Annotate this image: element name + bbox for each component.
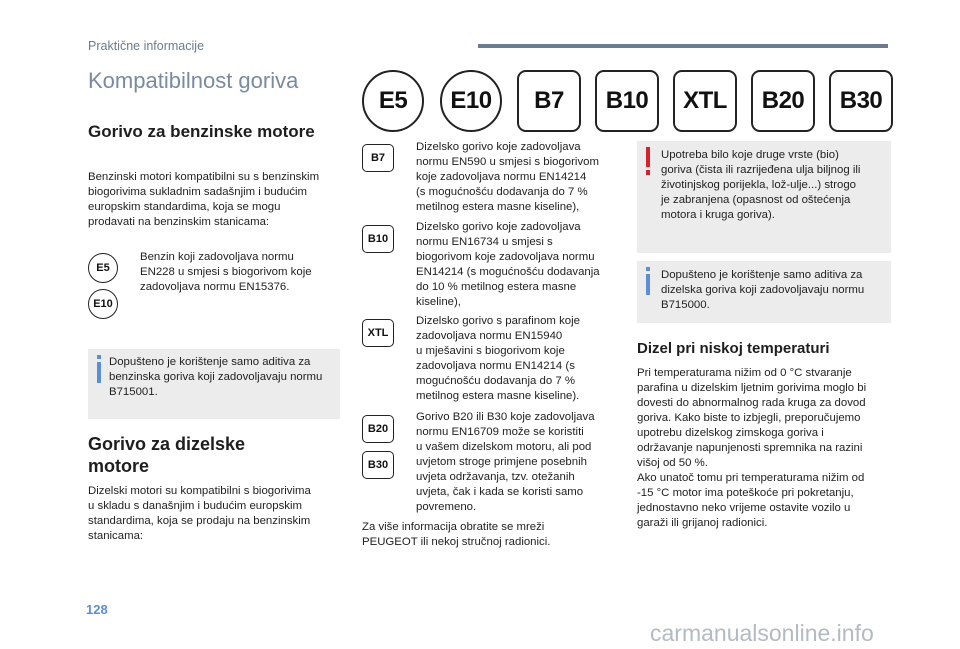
- petrol-note-box: [88, 349, 340, 419]
- diesel-badge-b10: B10: [362, 225, 394, 253]
- header-rule: [478, 44, 888, 48]
- diesel-heading-line1: Gorivo za dizelske: [88, 434, 246, 454]
- diesel-item-xtl-text: Dizelsko gorivo s parafinom koje zadovoljava normu EN15940 u mješavini s biogorivom koje zadovoljava normu EN14214 (s mogućnošću dodavanja do 7 % metilnog estera masne kiseline).: [416, 315, 580, 402]
- warning-note-box: [637, 141, 891, 253]
- page-number: 128: [86, 602, 108, 617]
- diesel-intro: Dizelski motori su kompatibilni s biogorivima u skladu s današnjim i budućim europskim standardima, koja se prodaju na benzinskim stanicama:: [88, 485, 311, 542]
- diesel-additive-note-text: Dopušteno je korištenje samo aditiva za dizelska goriva koji zadovoljavaju normu B715000.: [661, 269, 865, 311]
- info-icon: [94, 355, 104, 383]
- petrol-badge-e10: E10: [88, 289, 118, 319]
- page-title: Kompatibilnost goriva: [88, 68, 299, 93]
- diesel-heading-line2: motore: [88, 456, 150, 476]
- badge-b10: B10: [595, 70, 659, 132]
- low-temp-heading: Dizel pri niskoj temperaturi: [637, 340, 830, 357]
- diesel-item-b10-text: Dizelsko gorivo koje zadovoljava normu EN16734 u smjesi s biogorivom koje zadovoljava normu EN14214 (s mogućnošću dodavanja do 10 % metilnog estera masne kiseline),: [416, 221, 600, 308]
- more-info-text: Za više informacija obratite se mreži PEUGEOT ili nekoj stručnoj radionici.: [362, 521, 551, 548]
- warning-note-text: Upotreba bilo koje druge vrste (bio) goriva (čista ili razrijeđena ulja biljnog ili životinjskog porijekla, lož-ulje...) strogo je zabranjena (opasnost od oštećenja motora i kruga goriva).: [661, 149, 861, 221]
- petrol-badge-e5: E5: [88, 253, 118, 283]
- badge-e5: E5: [362, 70, 424, 132]
- info-icon: [643, 267, 653, 295]
- badge-b20: B20: [751, 70, 815, 132]
- diesel-badge-b7: B7: [362, 144, 394, 172]
- petrol-badge-text: Benzin koji zadovoljava normu EN228 u smjesi s biogorivom koje zadovoljava normu EN15376.: [140, 251, 312, 293]
- section-label: Praktične informacije: [88, 39, 205, 53]
- diesel-additive-note-box: [637, 261, 891, 323]
- petrol-note-text: Dopušteno je korištenje samo aditiva za benzinska goriva koji zadovoljavaju normu B715001.: [109, 356, 323, 398]
- badge-xtl: XTL: [673, 70, 737, 132]
- badge-b30: B30: [829, 70, 893, 132]
- warning-icon: [643, 147, 653, 175]
- diesel-heading: [88, 433, 245, 477]
- petrol-heading: Gorivo za benzinske motore: [88, 122, 315, 141]
- petrol-intro: Benzinski motori kompatibilni su s benzinskim biogorivima sukladnim sadašnjim i budućim europskim standardima, koja se mogu prodavati na benzinskim stanicama:: [88, 171, 320, 228]
- diesel-badge-b30: B30: [362, 451, 394, 479]
- badge-e10: E10: [440, 70, 502, 132]
- badge-b7: B7: [517, 70, 581, 132]
- diesel-badge-xtl: XTL: [362, 319, 394, 347]
- diesel-item-b20-text: Gorivo B20 ili B30 koje zadovoljava normu EN16709 može se koristiti u vašem dizelskom motoru, ali pod uvjetom stroge primjene posebnih uvjeta održavanja, tzv. otežanih uvjeta, čak i kada se koristi samo povremeno.: [416, 411, 595, 513]
- low-temp-text: Pri temperaturama nižim od 0 °C stvaranje parafina u dizelskim ljetnim gorivima moglo bi dovesti do abnormalnog rada kruga za dovod goriva. Kako biste to izbjegli, preporučujemo upotrebu dizelskog zimskoga goriva i održavanje napunjenosti spremnika na razini višoj od 50 %. Ako unatoč tomu pri temperaturama nižim od -15 °C motor ima poteškoće pri pokretanju, jednostavno neko vrijeme ostavite vozilo u garaži ili grijanoj radionici.: [637, 367, 867, 529]
- watermark: carmanualsonline.info: [650, 620, 874, 646]
- diesel-item-b7-text: Dizelsko gorivo koje zadovoljava normu EN590 u smjesi s biogorivom koje zadovoljava normu EN14214 (s mogućnošću dodavanja do 7 % metilnog estera masne kiseline),: [416, 141, 599, 213]
- diesel-badge-b20: B20: [362, 415, 394, 443]
